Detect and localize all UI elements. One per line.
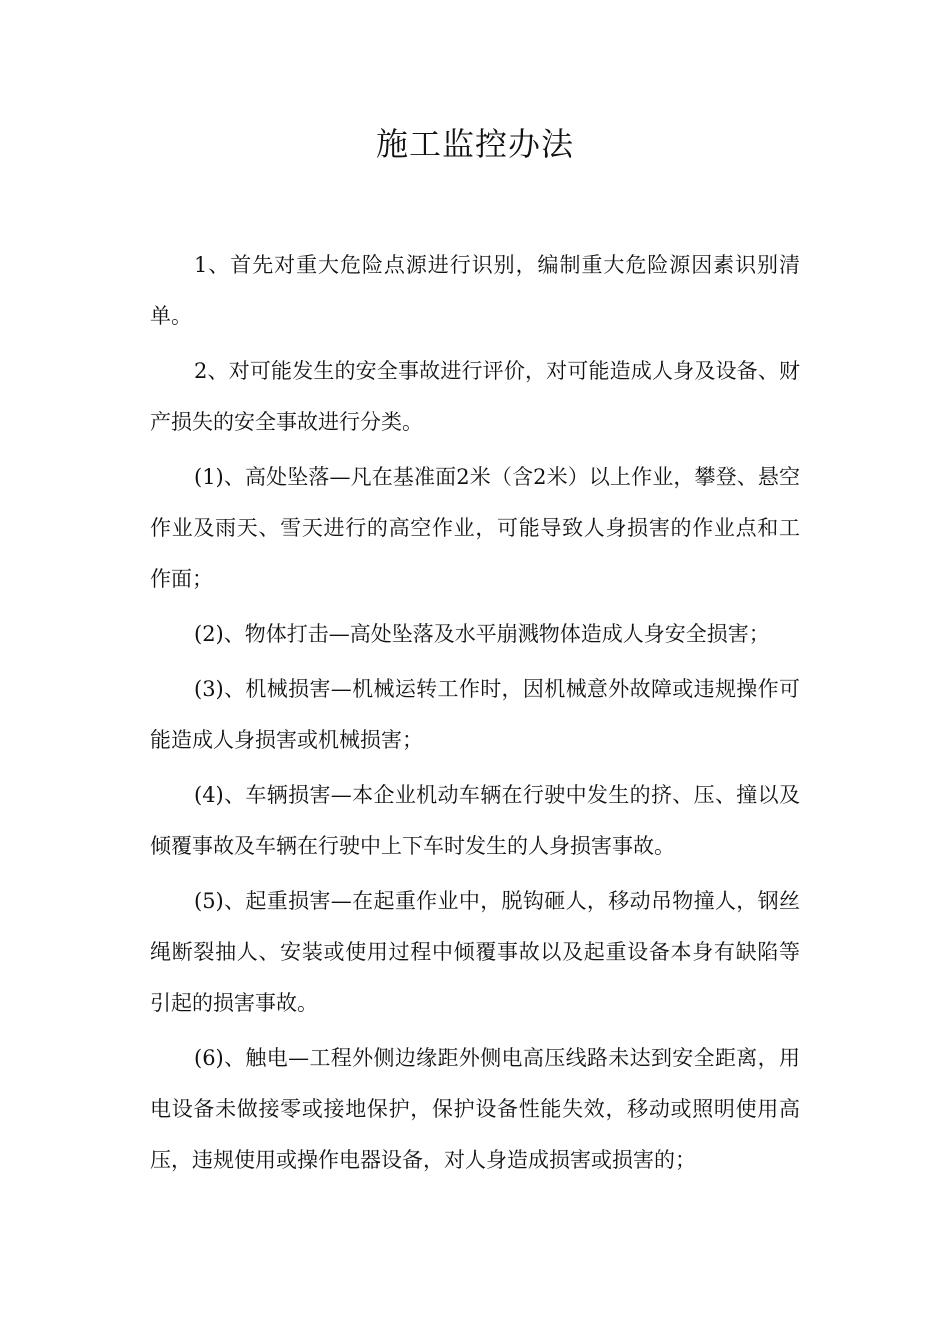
paragraph-1: 1、首先对重大危险点源进行识别，编制重大危险源因素识别清单。 (150, 253, 800, 328)
paragraph-6: (4)、车辆损害—本企业机动车辆在行驶中发生的挤、压、撞以及倾覆事故及车辆在行驶中上下车时发生的人身损害事故。 (150, 783, 800, 858)
paragraph-5: (3)、机械损害—机械运转工作时，因机械意外故障或违规操作可能造成人身损害或机械损害； (150, 677, 800, 752)
paragraph-7: (5)、起重损害—在起重作业中，脱钩砸人，移动吊物撞人，钢丝绳断裂抽人、安装或使用过程中倾覆事故以及起重设备本身有缺陷等引起的损害事故。 (150, 889, 800, 1015)
paragraph-4: (2)、物体打击—高处坠落及水平崩溅物体造成人身安全损害； (194, 622, 770, 646)
document-title: 施工监控办法 (375, 125, 574, 163)
paragraph-3: (1)、高处坠落—凡在基准面2米（含2米）以上作业，攀登、悬空作业及雨天、雪天进行的高空作业，可能导致人身损害的作业点和工作面； (150, 465, 800, 591)
paragraph-8: (6)、触电—工程外侧边缘距外侧电高压线路未达到安全距离，用电设备未做接零或接地保护，保护设备性能失效，移动或照明使用高压，违规使用或操作电器设备，对人身造成损害或损害的； (150, 1046, 800, 1172)
paragraph-2: 2、对可能发生的安全事故进行评价，对可能造成人身及设备、财产损失的安全事故进行分类。 (150, 359, 800, 434)
document-body (150, 240, 800, 1190)
